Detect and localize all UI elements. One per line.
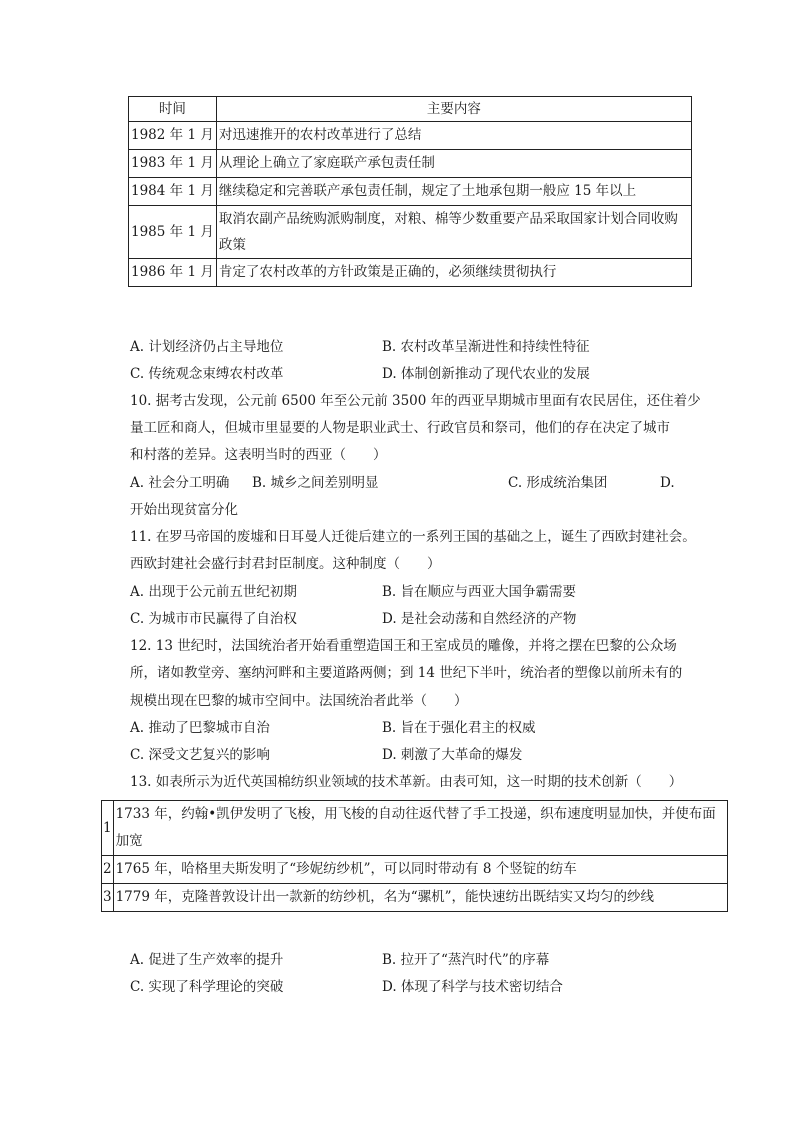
row-time: 1984 年 1 月 [129, 178, 217, 206]
q13-option-b[interactable]: B. 拉开了“蒸汽时代”的序幕 [382, 952, 550, 968]
q10-option-a[interactable]: A. 社会分工明确 [130, 475, 230, 491]
q12-option-c[interactable]: C. 深受文艺复兴的影响 [130, 747, 270, 763]
q9-option-d[interactable]: D. 体制创新推动了现代农业的发展 [382, 366, 590, 382]
table-row [129, 122, 692, 150]
q13-stem: 13. 如表所示为近代英国棉纺织业领域的技术革新。由表可知，这一时期的技术创新（ ） [130, 774, 683, 790]
reform-timeline-table [128, 96, 692, 287]
table-row [102, 884, 728, 912]
q11-option-d[interactable]: D. 是社会动荡和自然经济的产物 [382, 611, 577, 627]
q10-option-b[interactable]: B. 城乡之间差别明显 [252, 475, 379, 491]
header-content: 主要内容 [216, 97, 691, 122]
table-row [102, 801, 728, 856]
q12-option-d[interactable]: D. 刺激了大革命的爆发 [382, 747, 523, 763]
q13-option-a[interactable]: A. 促进了生产效率的提升 [130, 952, 284, 968]
row-content: 继续稳定和完善联产承包责任制，规定了土地承包期一般应 15 年以上 [216, 178, 691, 206]
q11-option-c[interactable]: C. 为城市市民赢得了自治权 [130, 611, 297, 627]
q12-option-b[interactable]: B. 旨在于强化君主的权威 [382, 720, 536, 736]
row-time: 1983 年 1 月 [129, 150, 217, 178]
q11-option-a[interactable]: A. 出现于公元前五世纪初期 [130, 584, 297, 600]
q11-option-b[interactable]: B. 旨在顺应与西亚大国争霸需要 [382, 584, 577, 600]
q12-stem-line3: 规模出现在巴黎的城市空间中。法国统治者此举（ ） [130, 693, 468, 709]
q13-option-c[interactable]: C. 实现了科学理论的突破 [130, 979, 284, 995]
q12-stem-line2: 所，诸如教堂旁、塞纳河畔和主要道路两侧；到 14 世纪下半叶，统治者的塑像以前所未有的 [130, 665, 683, 681]
row-time: 1985 年 1 月 [129, 206, 217, 259]
table-row [129, 150, 692, 178]
row-text: 1733 年，约翰•凯伊发明了飞梭，用飞梭的自动往返代替了手工投递，织布速度明显加快，并使布面加宽 [113, 801, 727, 856]
q12-stem-line1: 12. 13 世纪时，法国统治者开始看重塑造国王和王室成员的雕像，并将之摆在巴黎的公众场 [130, 638, 677, 654]
q10-stem-line3: 和村落的差异。这表明当时的西亚（ ） [130, 447, 387, 463]
q9-option-c[interactable]: C. 传统观念束缚农村改革 [130, 366, 284, 382]
table-row [102, 856, 728, 884]
q12-option-a[interactable]: A. 推动了巴黎城市自治 [130, 720, 270, 736]
q10-stem-line1: 10. 据考古发现，公元前 6500 年至公元前 3500 年的西亚早期城市里面有农民居住，还住着少 [130, 393, 701, 409]
row-time: 1986 年 1 月 [129, 259, 217, 287]
textile-innovation-table [101, 800, 728, 912]
row-content: 从理论上确立了家庭联产承包责任制 [216, 150, 691, 178]
row-text: 1779 年，克隆普敦设计出一款新的纺纱机，名为“骡机”，能快速纺出既结实又均匀的纱线 [113, 884, 727, 912]
q11-stem-line1: 11. 在罗马帝国的废墟和日耳曼人迁徙后建立的一系列王国的基础之上，诞生了西欧封建社会。 [130, 529, 696, 545]
q10-option-d-label[interactable]: D. [660, 475, 675, 491]
q13-option-d[interactable]: D. 体现了科学与技术密切结合 [382, 979, 563, 995]
header-time: 时间 [129, 97, 217, 122]
table-row [129, 178, 692, 206]
q10-option-c[interactable]: C. 形成统治集团 [508, 475, 608, 491]
q10-stem-line2: 量工匠和商人，但城市里显要的人物是职业武士、行政官员和祭司，他们的存在决定了城市 [130, 420, 670, 436]
row-text: 1765 年，哈格里夫斯发明了“珍妮纺纱机”，可以同时带动有 8 个竖锭的纺车 [113, 856, 727, 884]
row-number: 3 [102, 884, 114, 912]
q11-stem-line2: 西欧封建社会盛行封君封臣制度。这种制度（ ） [130, 556, 441, 572]
table-header-row [129, 97, 692, 122]
row-content: 对迅速推开的农村改革进行了总结 [216, 122, 691, 150]
row-time: 1982 年 1 月 [129, 122, 217, 150]
table-row [129, 206, 692, 259]
row-number: 1 [102, 801, 114, 856]
table-row [129, 259, 692, 287]
row-content: 取消农副产品统购派购制度，对粮、棉等少数重要产品采取国家计划合同收购政策 [216, 206, 691, 259]
row-number: 2 [102, 856, 114, 884]
q9-option-b[interactable]: B. 农村改革呈渐进性和持续性特征 [382, 339, 590, 355]
q9-option-a[interactable]: A. 计划经济仍占主导地位 [130, 339, 284, 355]
row-content: 肯定了农村改革的方针政策是正确的，必须继续贯彻执行 [216, 259, 691, 287]
q10-option-d-text[interactable]: 开始出现贫富分化 [130, 502, 238, 518]
